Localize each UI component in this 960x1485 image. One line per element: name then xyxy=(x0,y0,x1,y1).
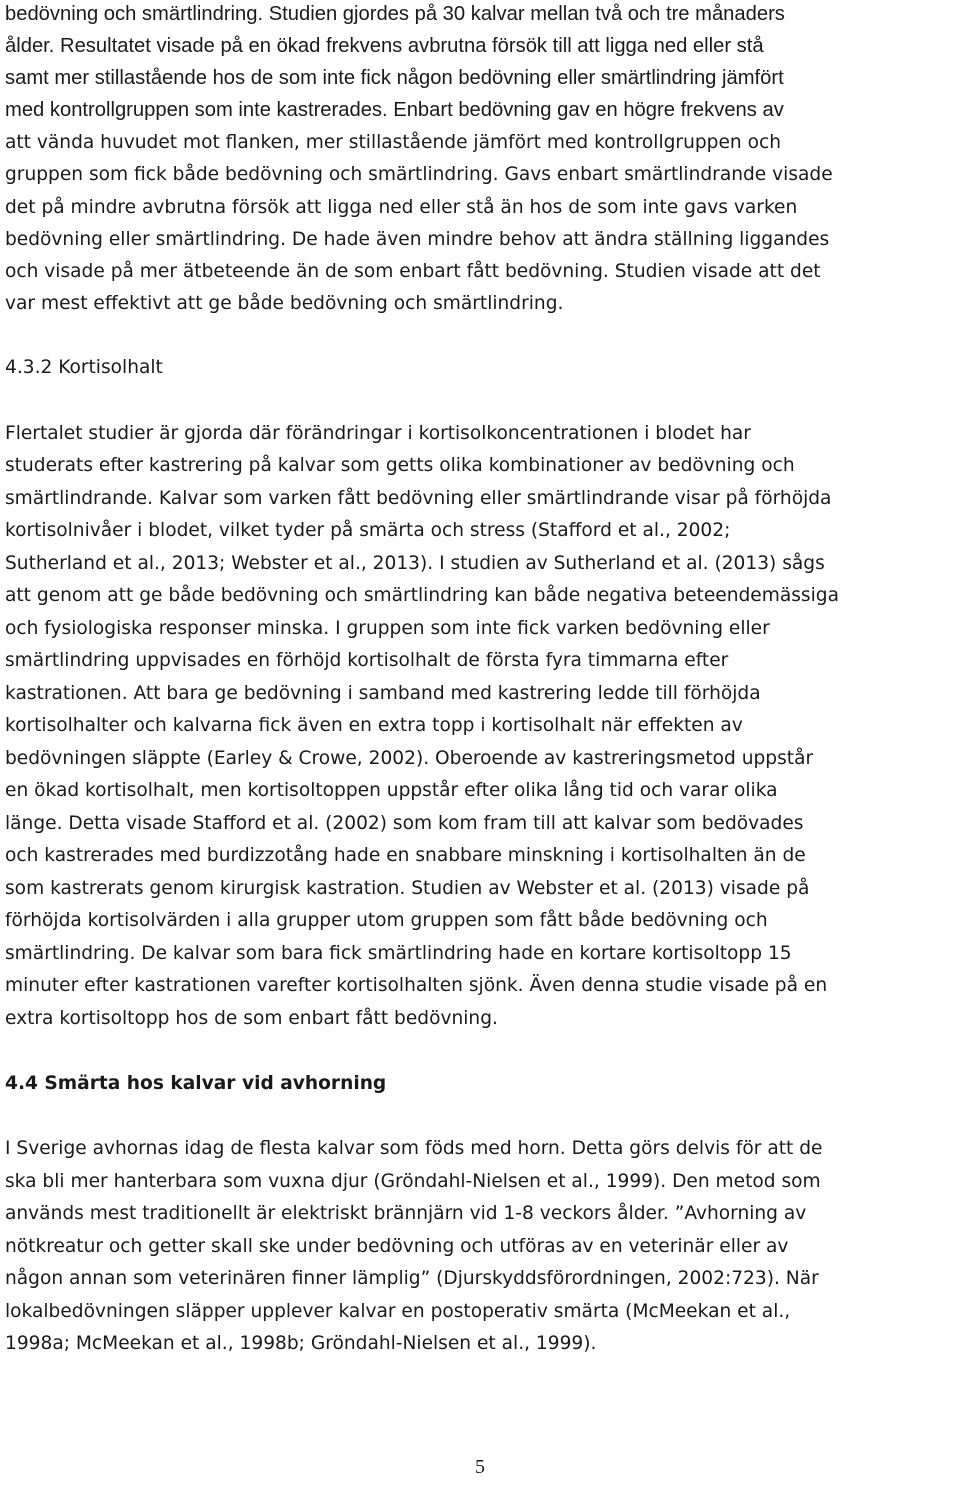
text-line: bedövning och smärtlindring. Studien gjordes på 30 kalvar mellan två och tre månaders xyxy=(5,3,785,25)
text-line: någon annan som veterinären finner lämplig” (Djurskyddsförordningen, 2002:723). När xyxy=(5,1268,819,1289)
text-line: och kastrerades med burdizzotång hade en snabbare minskning i kortisolhalten än de xyxy=(5,845,806,866)
text-line: en ökad kortisolhalt, men kortisoltoppen uppstår efter olika lång tid och varar olika xyxy=(5,780,778,801)
text-line: smärtlindrande. Kalvar som varken fått bedövning eller smärtlindrande visar på förhöjda xyxy=(5,488,832,509)
text-line: bedövningen släppte (Earley & Crowe, 2002). Oberoende av kastreringsmetod uppstår xyxy=(5,748,814,769)
text-line: extra kortisoltopp hos de som enbart fått bedövning. xyxy=(5,1008,498,1029)
text-line: bedövning eller smärtlindring. De hade även mindre behov att ändra ställning liggandes xyxy=(5,229,830,250)
text-line: minuter efter kastrationen varefter kortisolhalten sjönk. Även denna studie visade på en xyxy=(5,975,828,996)
text-line: samt mer stillastående hos de som inte fick någon bedövning eller smärtlindring jämfört xyxy=(5,67,784,89)
text-line: att vända huvudet mot flanken, mer stillastående jämfört med kontrollgruppen och xyxy=(5,132,781,153)
text-line: gruppen som fick både bedövning och smärtlindring. Gavs enbart smärtlindrande visade xyxy=(5,164,833,185)
text-line: med kontrollgruppen som inte kastrerades. Enbart bedövning gav en högre frekvens av xyxy=(5,99,784,121)
section-heading-avhorning: 4.4 Smärta hos kalvar vid avhorning xyxy=(5,1073,387,1094)
text-line: ska bli mer hanterbara som vuxna djur (Gröndahl-Nielsen et al., 1999). Den metod som xyxy=(5,1171,821,1192)
text-line: studerats efter kastrering på kalvar som getts olika kombinationer av bedövning och xyxy=(5,455,795,476)
text-line: och fysiologiska responser minska. I gruppen som inte fick varken bedövning eller xyxy=(5,618,770,639)
text-line: kastrationen. Att bara ge bedövning i samband med kastrering ledde till förhöjda xyxy=(5,683,761,704)
text-line: smärtlindring uppvisades en förhöjd kortisolhalt de första fyra timmarna efter xyxy=(5,650,729,671)
text-line: 1998a; McMeekan et al., 1998b; Gröndahl-Nielsen et al., 1999). xyxy=(5,1333,597,1354)
text-line: som kastrerats genom kirurgisk kastration. Studien av Webster et al. (2013) visade på xyxy=(5,878,810,899)
text-line: det på mindre avbrutna försök att ligga ned eller stå än hos de som inte gavs varken xyxy=(5,197,798,218)
text-line: kortisolhalter och kalvarna fick även en extra topp i kortisolhalt när effekten av xyxy=(5,715,743,736)
text-line: och visade på mer ätbeteende än de som enbart fått bedövning. Studien visade att det xyxy=(5,261,821,282)
text-line: nötkreatur och getter skall ske under bedövning och utföras av en veterinär eller av xyxy=(5,1236,789,1257)
text-line: länge. Detta visade Stafford et al. (2002) som kom fram till att kalvar som bedövades xyxy=(5,813,804,834)
text-line: kortisolnivåer i blodet, vilket tyder på smärta och stress (Stafford et al., 2002; xyxy=(5,520,731,541)
text-line: lokalbedövningen släpper upplever kalvar en postoperativ smärta (McMeekan et al., xyxy=(5,1301,791,1322)
page-number: 5 xyxy=(475,1456,485,1478)
text-line: var mest effektivt att ge både bedövning och smärtlindring. xyxy=(5,293,564,314)
section-heading-kortisolhalt: 4.3.2 Kortisolhalt xyxy=(5,357,163,378)
text-line: Sutherland et al., 2013; Webster et al., 2013). I studien av Sutherland et al. (2013) sågs xyxy=(5,553,825,574)
text-line: smärtlindring. De kalvar som bara fick smärtlindring hade en kortare kortisoltopp 15 xyxy=(5,943,792,964)
text-line: förhöjda kortisolvärden i alla grupper utom gruppen som fått både bedövning och xyxy=(5,910,768,931)
text-line: att genom att ge både bedövning och smärtlindring kan både negativa beteendemässiga xyxy=(5,585,839,606)
text-line: Flertalet studier är gjorda där förändringar i kortisolkoncentrationen i blodet har xyxy=(5,423,751,444)
text-line: I Sverige avhornas idag de flesta kalvar som föds med horn. Detta görs delvis för att de xyxy=(5,1138,823,1159)
text-line: ålder. Resultatet visade på en ökad frekvens avbrutna försök till att ligga ned eller stå xyxy=(5,35,764,57)
text-line: används mest traditionellt är elektriskt brännjärn vid 1-8 veckors ålder. ”Avhorning av xyxy=(5,1203,807,1224)
